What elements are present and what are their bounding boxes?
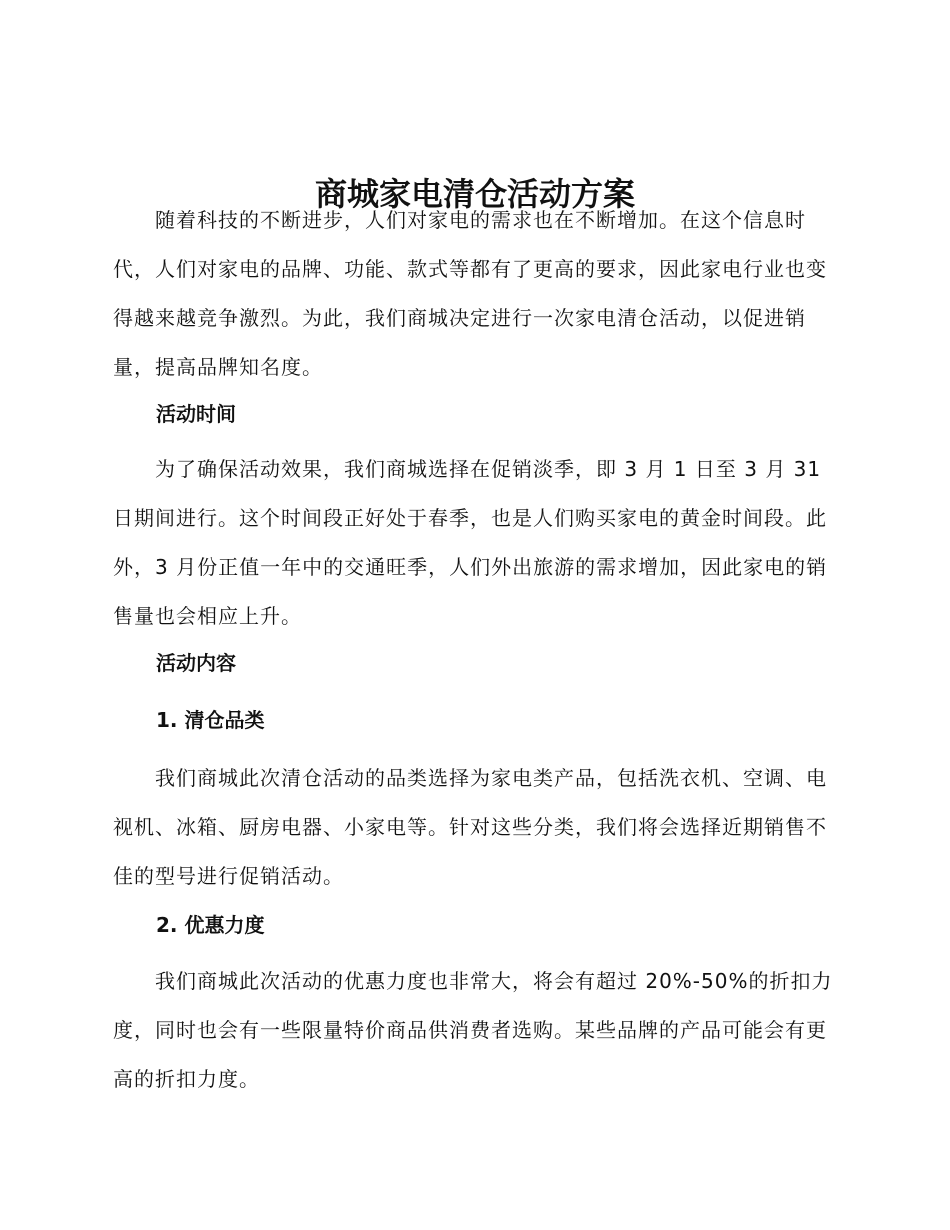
section-heading-time: 活动时间 bbox=[156, 402, 236, 426]
subheading-categories: 1. 清仓品类 bbox=[156, 708, 265, 732]
document-title: 商城家电清仓活动方案 bbox=[314, 175, 635, 214]
categories-paragraph: 我们商城此次清仓活动的品类选择为家电类产品，包括洗衣机、空调、电视机、冰箱、厨房电器、小家电等。针对这些分类，我们将会选择近期销售不佳的型号进行促销活动。 bbox=[113, 766, 827, 888]
time-paragraph: 为了确保活动效果，我们商城选择在促销淡季，即 3 月 1 日至 3 月 31 日期间进行。这个时间段正好处于春季，也是人们购买家电的黄金时间段。此外，3 月份正值一年中的交通旺季，人们外出旅游的需求增加，因此家电的销售量也会相应上升。 bbox=[113, 457, 828, 628]
discount-paragraph: 我们商城此次活动的优惠力度也非常大，将会有超过 20%-50%的折扣力度，同时也会有一些限量特价商品供消费者选购。某些品牌的产品可能会有更高的折扣力度。 bbox=[113, 969, 833, 1091]
subheading-discount: 2. 优惠力度 bbox=[156, 913, 265, 937]
section-heading-content: 活动内容 bbox=[156, 651, 236, 675]
intro-paragraph: 随着科技的不断进步，人们对家电的需求也在不断增加。在这个信息时代，人们对家电的品牌、功能、款式等都有了更高的要求，因此家电行业也变得越来越竞争激烈。为此，我们商城决定进行一次家电清仓活动，以促进销量，提高品牌知名度。 bbox=[113, 208, 827, 379]
